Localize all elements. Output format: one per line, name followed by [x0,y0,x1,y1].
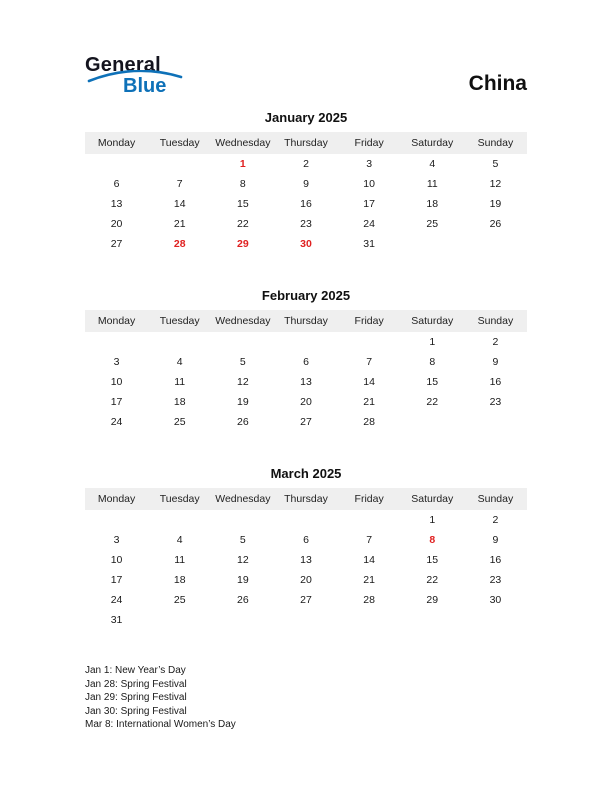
day-cell: 28 [363,594,375,606]
day-cell: 25 [426,218,439,230]
day-cell: 4 [176,356,183,368]
day-cell: 7 [366,356,373,368]
day-cell: 11 [174,554,186,566]
day-cell: 19 [237,396,249,408]
empty-day-cell [211,332,274,352]
day-cell: 1 [429,514,436,526]
week-row [85,332,527,352]
empty-day-cell [464,610,527,630]
weekday-header: Friday [338,488,401,510]
day-cell: 12 [237,376,249,388]
day-cell: 8 [429,534,436,546]
week-row [85,214,527,234]
weekday-header: Friday [338,132,401,154]
day-cell: 23 [489,574,502,586]
empty-day-cell [464,234,527,254]
week-row [85,372,527,392]
day-cell: 15 [426,376,439,388]
logo-text-general: General [85,54,161,76]
day-cell: 27 [300,594,312,606]
weekday-header-row [85,488,527,510]
day-cell: 10 [110,554,123,566]
day-cell: 21 [363,574,375,586]
day-cell: 18 [173,396,186,408]
day-cell: 7 [176,178,183,190]
day-cell: 27 [110,238,123,250]
weekday-header: Thursday [274,310,337,332]
day-cell: 30 [489,594,502,606]
day-cell: 10 [363,178,375,190]
day-cell: 1 [429,336,436,348]
day-cell: 7 [366,534,373,546]
month-calendar [85,466,527,630]
week-row [85,530,527,550]
empty-day-cell [85,154,148,174]
holiday-item: Jan 30: Spring Festival [85,705,187,717]
weekday-header: Thursday [274,488,337,510]
day-cell: 20 [300,396,312,408]
weekday-header: Wednesday [211,310,274,332]
day-cell: 9 [492,356,499,368]
months-container [85,110,527,630]
day-cell: 20 [110,218,123,230]
day-cell: 17 [363,198,375,210]
empty-day-cell [338,332,401,352]
day-cell: 15 [426,554,439,566]
day-cell: 16 [489,554,502,566]
day-cell: 18 [173,574,186,586]
empty-day-cell [85,332,148,352]
day-cell: 13 [300,376,312,388]
empty-day-cell [85,510,148,530]
day-cell: 14 [363,376,375,388]
weekday-header: Monday [85,488,148,510]
day-cell: 6 [113,178,120,190]
day-cell: 21 [363,396,375,408]
empty-day-cell [464,412,527,432]
month-title: February 2025 [261,288,351,303]
week-row [85,510,527,530]
day-cell: 14 [173,198,186,210]
week-row [85,392,527,412]
empty-day-cell [338,610,401,630]
day-cell: 29 [237,238,249,250]
day-cell: 2 [492,336,499,348]
day-cell: 30 [300,238,312,250]
day-cell: 25 [173,594,186,606]
month-title: March 2025 [270,466,342,481]
day-cell: 24 [110,594,123,606]
month-table [85,488,527,630]
weekday-header: Wednesday [211,488,274,510]
day-cell: 23 [300,218,312,230]
day-cell: 11 [174,376,186,388]
holiday-item: Jan 28: Spring Festival [85,678,187,690]
holiday-list [85,664,527,732]
empty-day-cell [274,610,337,630]
weekday-header: Sunday [464,132,527,154]
empty-day-cell [401,234,464,254]
day-cell: 22 [237,218,249,230]
empty-day-cell [274,332,337,352]
holiday-item: Jan 29: Spring Festival [85,692,187,703]
day-cell: 29 [426,594,439,606]
weekday-header-row [85,310,527,332]
day-cell: 31 [363,238,375,250]
day-cell: 14 [363,554,375,566]
holiday-item: Jan 1: New Year’s Day [85,665,186,676]
weekday-header: Monday [85,132,148,154]
weekday-header: Sunday [464,310,527,332]
day-cell: 9 [492,534,499,546]
empty-day-cell [211,510,274,530]
weekday-header: Tuesday [148,488,211,510]
day-cell: 8 [429,356,436,368]
month-calendar [85,288,527,432]
weekday-header: Wednesday [211,132,274,154]
day-cell: 21 [173,218,186,230]
empty-day-cell [274,510,337,530]
day-cell: 26 [237,416,249,428]
day-cell: 3 [366,158,373,170]
day-cell: 18 [426,198,439,210]
empty-day-cell [338,510,401,530]
logo-text-blue: Blue [123,75,167,97]
week-row [85,610,527,630]
week-row [85,412,527,432]
day-cell: 13 [300,554,312,566]
day-cell: 19 [489,198,502,210]
week-row [85,550,527,570]
day-cell: 25 [173,416,186,428]
day-cell: 10 [110,376,123,388]
week-row [85,234,527,254]
day-cell: 3 [113,534,120,546]
page-title: China [468,72,527,95]
weekday-header-row [85,132,527,154]
weekday-header: Thursday [274,132,337,154]
day-cell: 1 [239,158,246,170]
empty-day-cell [148,154,211,174]
day-cell: 24 [110,416,123,428]
empty-day-cell [148,510,211,530]
day-cell: 5 [239,534,246,546]
day-cell: 27 [300,416,312,428]
day-cell: 4 [176,534,183,546]
day-cell: 24 [363,218,375,230]
general-blue-logo [85,55,195,96]
day-cell: 6 [303,356,309,368]
week-row [85,174,527,194]
weekday-header: Sunday [464,488,527,510]
day-cell: 26 [237,594,249,606]
week-row [85,194,527,214]
day-cell: 17 [110,574,123,586]
weekday-header: Saturday [401,310,464,332]
day-cell: 15 [237,198,249,210]
day-cell: 22 [426,396,439,408]
day-cell: 31 [110,614,123,626]
empty-day-cell [401,412,464,432]
month-table [85,132,527,254]
day-cell: 22 [426,574,439,586]
day-cell: 5 [492,158,499,170]
logo-swoosh-icon [87,70,183,84]
empty-day-cell [401,610,464,630]
day-cell: 23 [489,396,502,408]
week-row [85,570,527,590]
day-cell: 20 [300,574,312,586]
day-cell: 12 [489,178,502,190]
day-cell: 8 [239,178,246,190]
weekday-header: Saturday [401,132,464,154]
day-cell: 28 [363,416,375,428]
week-row [85,154,527,174]
month-calendar [85,110,527,254]
empty-day-cell [211,610,274,630]
day-cell: 3 [113,356,120,368]
day-cell: 16 [300,198,312,210]
day-cell: 28 [173,238,186,250]
day-cell: 2 [303,158,309,170]
day-cell: 6 [303,534,309,546]
day-cell: 16 [489,376,502,388]
weekday-header: Monday [85,310,148,332]
day-cell: 13 [110,198,123,210]
month-table [85,310,527,432]
day-cell: 11 [426,178,438,190]
week-row [85,352,527,372]
holiday-item: Mar 8: International Women’s Day [85,719,236,730]
day-cell: 5 [239,356,246,368]
day-cell: 26 [489,218,502,230]
weekday-header: Saturday [401,488,464,510]
empty-day-cell [148,332,211,352]
weekday-header: Tuesday [148,310,211,332]
day-cell: 4 [429,158,436,170]
week-row [85,590,527,610]
day-cell: 2 [492,514,499,526]
day-cell: 19 [237,574,249,586]
page-header [85,0,527,96]
empty-day-cell [148,610,211,630]
month-title: January 2025 [264,110,348,125]
day-cell: 12 [237,554,249,566]
weekday-header: Tuesday [148,132,211,154]
day-cell: 17 [110,396,123,408]
day-cell: 9 [303,178,309,190]
weekday-header: Friday [338,310,401,332]
